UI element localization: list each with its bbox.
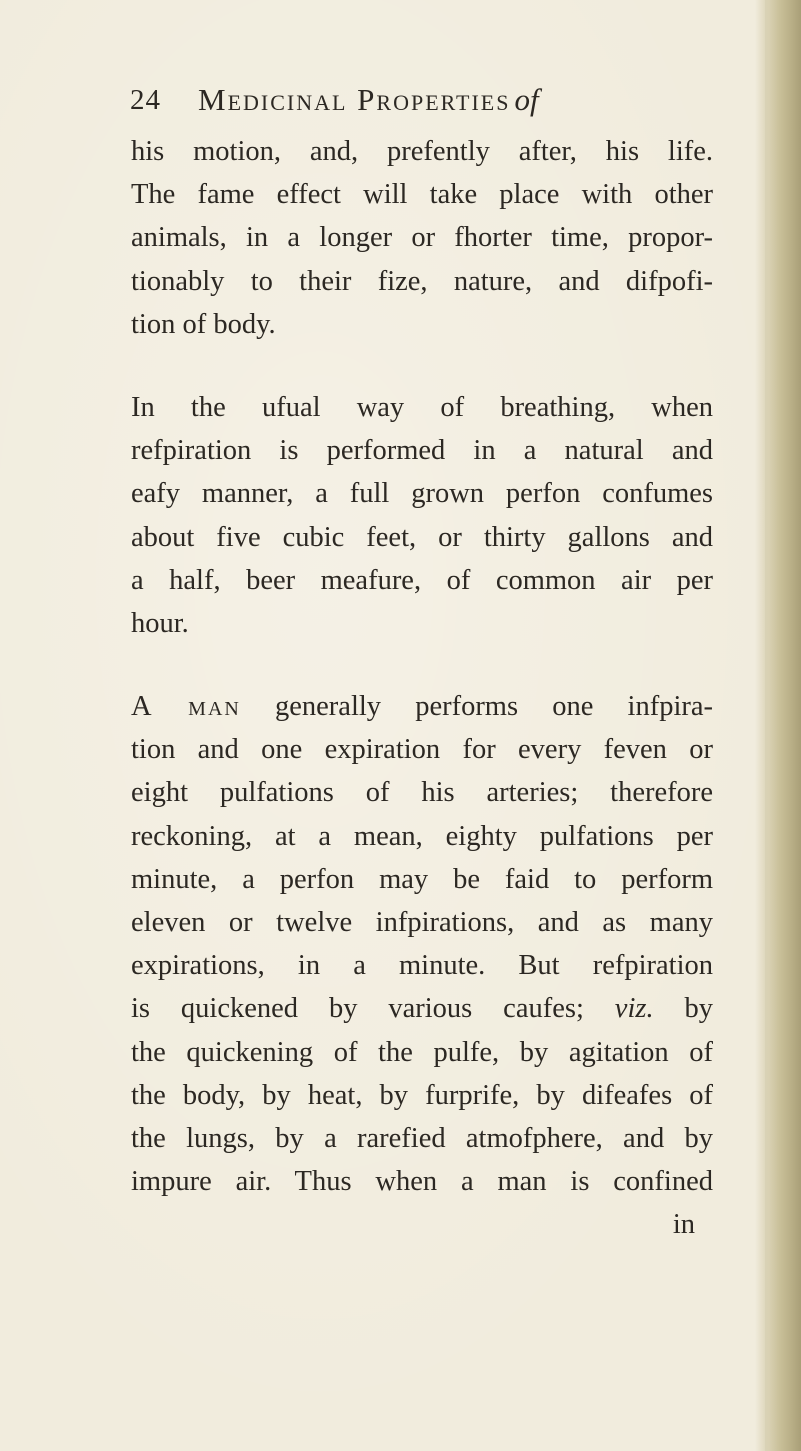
text-line: his motion, and, prefently after, his life. [131, 136, 713, 167]
text-line: a half, beer meafure, of common air per [131, 564, 713, 596]
running-title [198, 82, 539, 118]
paragraph-gap [131, 645, 713, 685]
text-line: eleven or twelve infpirations, and as many [131, 907, 713, 938]
running-title-of: of [514, 82, 539, 117]
viz-line-after: by [653, 993, 714, 1025]
text-line: minute, a perfon may be faid to perform [131, 863, 713, 895]
text-line: tion of body. [131, 308, 276, 340]
text-line: refpiration is performed in a natural and [131, 435, 713, 467]
text-line: reckoning, at a mean, eighty pulfations per [131, 820, 713, 852]
text-line: eight pulfations of his arteries; therefore [131, 777, 713, 809]
text-line [131, 987, 713, 1030]
text-line: the quickening of the pulfe, by agitation of [131, 1036, 713, 1068]
viz-italic: viz. [614, 993, 654, 1025]
viz-line-before: is quickened by various caufes; [131, 993, 615, 1025]
text-line: tionably to their fize, nature, and difpofi- [131, 265, 713, 297]
text-line [131, 685, 713, 728]
text-line: the body, by heat, by furprife, by difeafes of [131, 1079, 713, 1111]
text-line: animals, in a longer or fhorter time, propor- [131, 222, 713, 254]
text-line: The fame effect will take place with other [131, 179, 713, 211]
catchword: in [672, 1209, 695, 1241]
text-line: expirations, in a minute. But refpiration [131, 950, 713, 982]
body-text [131, 130, 713, 1247]
text-line: In the ufual way of breathing, when [131, 391, 713, 423]
text-line: the lungs, by a rarefied atmofphere, and by [131, 1122, 713, 1154]
running-title-main: Medicinal Properties [198, 82, 511, 117]
text-line: eafy manner, a full grown perfon confumes [131, 478, 713, 510]
paragraph-gap [131, 346, 713, 386]
lead-smallcaps: A man [131, 691, 241, 723]
page-header [130, 78, 730, 122]
text-line: tion and one expiration for every feven or [131, 734, 713, 766]
page-number: 24 [130, 84, 161, 116]
text-line: hour. [131, 607, 189, 639]
text-line: about five cubic feet, or thirty gallons and [131, 521, 713, 553]
page-edge [755, 0, 801, 1451]
first-line-rest: generally performs one infpira- [240, 691, 713, 723]
text-line: impure air. Thus when a man is confined [131, 1166, 713, 1198]
